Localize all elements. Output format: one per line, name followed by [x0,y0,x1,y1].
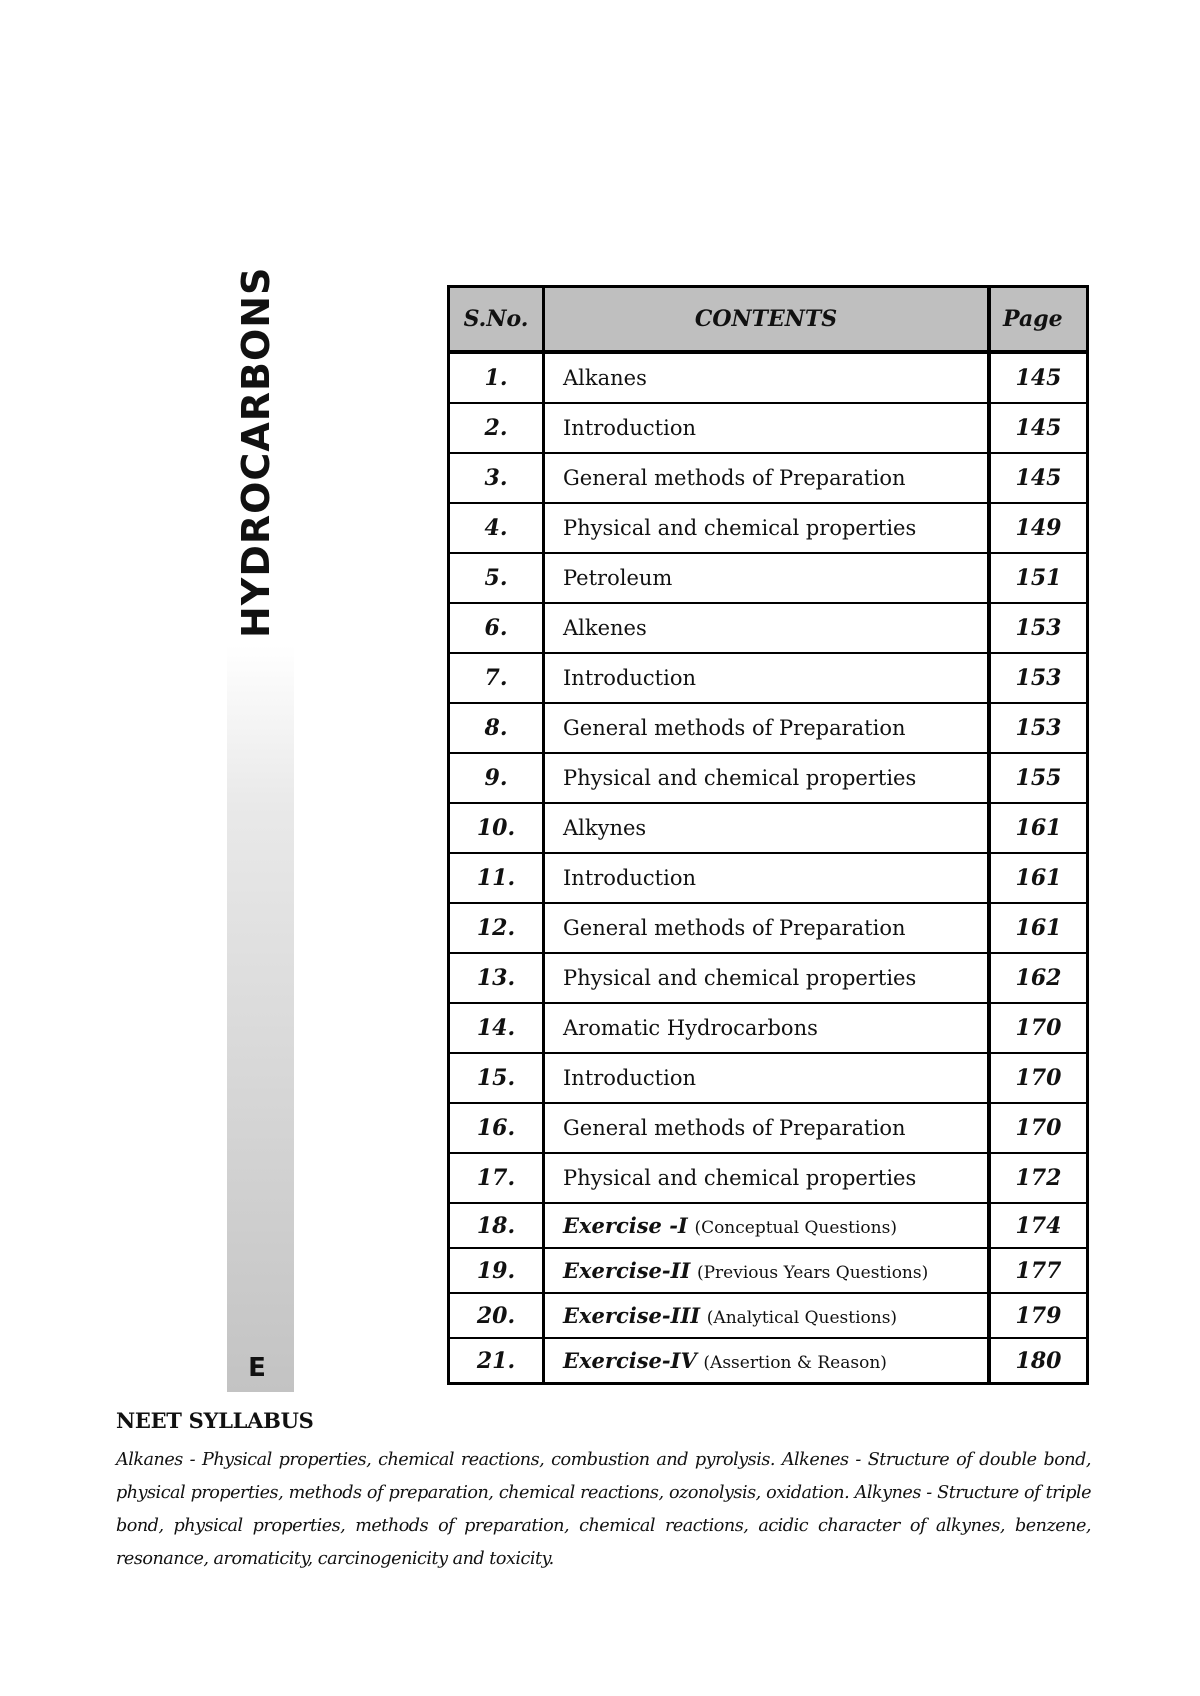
row-page: 170 [989,1053,1088,1103]
table-row [449,1153,1088,1203]
table-row [449,803,1088,853]
table-row [449,1003,1088,1053]
exercise-title [544,1203,990,1248]
row-title: General methods of Preparation [544,453,990,503]
table-row [449,603,1088,653]
contents-body [449,352,1088,1384]
row-sno: 6. [449,603,544,653]
exercise-subtitle: (Analytical Questions) [706,1308,898,1328]
row-title: Physical and chemical properties [544,503,990,553]
header-sno: S.No. [449,287,544,353]
exercise-row [449,1203,1088,1248]
row-page: 161 [989,853,1088,903]
row-sno: 13. [449,953,544,1003]
row-title: General methods of Preparation [544,703,990,753]
side-letter: E [248,1353,266,1383]
exercise-name: Exercise-II [563,1258,691,1283]
header-contents: CONTENTS [544,287,990,353]
row-sno: 2. [449,403,544,453]
row-page: 145 [989,453,1088,503]
row-sno: 9. [449,753,544,803]
exercise-row [449,1248,1088,1293]
row-sno: 3. [449,453,544,503]
row-sno: 4. [449,503,544,553]
row-page: 177 [989,1248,1088,1293]
table-row [449,853,1088,903]
table-row [449,453,1088,503]
row-sno: 18. [449,1203,544,1248]
row-title: Alkanes [544,352,990,403]
row-sno: 10. [449,803,544,853]
table-row [449,352,1088,403]
exercise-subtitle: (Previous Years Questions) [696,1263,929,1283]
row-sno: 8. [449,703,544,753]
row-sno: 7. [449,653,544,703]
row-sno: 20. [449,1293,544,1338]
exercise-row [449,1338,1088,1384]
row-sno: 16. [449,1103,544,1153]
row-sno: 21. [449,1338,544,1384]
row-sno: 15. [449,1053,544,1103]
exercise-name: Exercise -I [563,1213,688,1238]
row-page: 153 [989,603,1088,653]
exercise-row [449,1293,1088,1338]
row-title: Physical and chemical properties [544,953,990,1003]
row-page: 145 [989,403,1088,453]
row-title: Introduction [544,403,990,453]
table-row [449,503,1088,553]
exercise-subtitle: (Conceptual Questions) [694,1218,897,1238]
row-title: Alkenes [544,603,990,653]
row-title: Introduction [544,1053,990,1103]
table-row [449,753,1088,803]
table-row [449,1053,1088,1103]
table-row [449,703,1088,753]
exercise-name: Exercise-III [563,1303,701,1328]
row-page: 162 [989,953,1088,1003]
row-page: 153 [989,703,1088,753]
chapter-side-title: HYDROCARBONS [234,266,278,638]
exercise-title [544,1338,990,1384]
row-sno: 5. [449,553,544,603]
row-page: 155 [989,753,1088,803]
contents-table [447,285,1089,1385]
exercise-title [544,1293,990,1338]
row-page: 145 [989,352,1088,403]
row-title: Physical and chemical properties [544,1153,990,1203]
row-title: Physical and chemical properties [544,753,990,803]
row-page: 149 [989,503,1088,553]
table-row [449,903,1088,953]
row-title: Alkynes [544,803,990,853]
row-page: 174 [989,1203,1088,1248]
row-title: Petroleum [544,553,990,603]
row-page: 179 [989,1293,1088,1338]
table-row [449,653,1088,703]
syllabus-text: Alkanes - Physical properties, chemical reactions, combustion and pyrolysis. Alkenes - Structure of double bond, physical properties, methods of preparation, chemical reactions, ozonolysis, oxidation. Alkynes - Structure of triple bond, physical properties, methods of preparation, chemical reactions, acidic character of alkynes, benzene, resonance, aromaticity, carcinogenicity and toxicity. [116,1450,1091,1569]
row-page: 151 [989,553,1088,603]
row-page: 180 [989,1338,1088,1384]
row-page: 153 [989,653,1088,703]
exercise-name: Exercise-IV [563,1348,697,1373]
row-sno: 1. [449,352,544,403]
row-sno: 14. [449,1003,544,1053]
table-row [449,1103,1088,1153]
row-page: 172 [989,1153,1088,1203]
syllabus-heading: NEET SYLLABUS [116,1408,314,1433]
table-row [449,403,1088,453]
row-sno: 12. [449,903,544,953]
row-page: 170 [989,1003,1088,1053]
row-page: 170 [989,1103,1088,1153]
row-title: Aromatic Hydrocarbons [544,1003,990,1053]
header-page: Page [989,287,1088,353]
row-sno: 11. [449,853,544,903]
exercise-subtitle: (Assertion & Reason) [703,1353,887,1373]
table-row [449,553,1088,603]
row-title: General methods of Preparation [544,903,990,953]
table-header-row [449,287,1088,353]
row-title: Introduction [544,853,990,903]
row-page: 161 [989,803,1088,853]
row-title: General methods of Preparation [544,1103,990,1153]
exercise-title [544,1248,990,1293]
row-title: Introduction [544,653,990,703]
row-page: 161 [989,903,1088,953]
row-sno: 19. [449,1248,544,1293]
row-sno: 17. [449,1153,544,1203]
table-row [449,953,1088,1003]
